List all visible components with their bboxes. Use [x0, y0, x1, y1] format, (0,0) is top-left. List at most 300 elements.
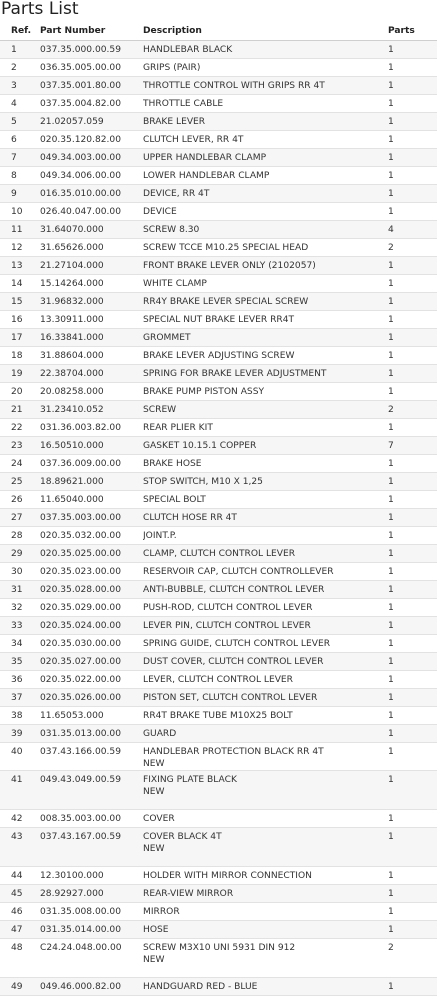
cell-part-number: 020.35.023.00.00	[40, 567, 121, 577]
description-text: LEVER PIN, CLUTCH CONTROL LEVER	[143, 621, 311, 631]
description-text: LOWER HANDLEBAR CLAMP	[143, 171, 270, 181]
cell-part-number: 031.36.003.82.00	[40, 423, 121, 433]
cell-parts: 1	[388, 279, 394, 289]
table-row	[0, 347, 437, 365]
cell-description	[143, 689, 388, 707]
cell-part-number: 21.02057.059	[40, 117, 104, 127]
table-header-row	[0, 22, 437, 41]
table-row	[0, 59, 437, 77]
cell-description	[143, 203, 388, 221]
cell-description	[143, 95, 388, 113]
cell-parts: 1	[388, 297, 394, 307]
cell-part-number: 020.35.025.00.00	[40, 549, 121, 559]
cell-parts: 1	[388, 693, 394, 703]
cell-part-number: 031.35.014.00.00	[40, 925, 121, 935]
description-text: SPECIAL NUT BRAKE LEVER RR4T	[143, 315, 295, 325]
cell-parts: 4	[388, 225, 394, 235]
cell-description	[143, 113, 388, 131]
cell-ref: 9	[11, 189, 17, 199]
cell-parts: 1	[388, 585, 394, 595]
description-text: SCREW	[143, 405, 177, 415]
cell-description	[143, 771, 388, 810]
description-text: GASKET 10.15.1 COPPER	[143, 441, 257, 451]
cell-parts: 1	[388, 871, 394, 881]
cell-parts: 1	[388, 603, 394, 613]
description-text: REAR PLIER KIT	[143, 423, 213, 433]
cell-ref: 5	[11, 117, 17, 127]
cell-parts: 1	[388, 189, 394, 199]
cell-description	[143, 329, 388, 347]
cell-ref: 17	[11, 333, 23, 343]
table-row	[0, 885, 437, 903]
description-text: HANDLEBAR BLACK	[143, 45, 233, 55]
cell-parts: 1	[388, 832, 394, 842]
cell-parts: 1	[388, 814, 394, 824]
cell-part-number: 28.92927.000	[40, 889, 104, 899]
cell-part-number: 15.14264.000	[40, 279, 104, 289]
cell-ref: 15	[11, 297, 23, 307]
description-note: NEW	[143, 844, 165, 854]
cell-parts: 1	[388, 495, 394, 505]
cell-description	[143, 581, 388, 599]
description-text: THROTTLE CONTROL WITH GRIPS RR 4T	[143, 81, 325, 91]
cell-description	[143, 527, 388, 545]
table-row	[0, 203, 437, 221]
cell-description	[143, 131, 388, 149]
cell-part-number: 31.65626.000	[40, 243, 104, 253]
cell-description	[143, 149, 388, 167]
cell-ref: 18	[11, 351, 23, 361]
cell-part-number: 037.35.003.00.00	[40, 513, 121, 523]
description-text: SPRING GUIDE, CLUTCH CONTROL LEVER	[143, 639, 331, 649]
cell-parts: 1	[388, 333, 394, 343]
cell-parts: 1	[388, 45, 394, 55]
column-header-description: Description	[143, 22, 388, 41]
cell-part-number: 037.35.004.82.00	[40, 99, 121, 109]
description-text: DEVICE	[143, 207, 177, 217]
cell-description	[143, 419, 388, 437]
cell-ref: 7	[11, 153, 17, 163]
cell-description	[143, 725, 388, 743]
cell-ref: 42	[11, 814, 23, 824]
cell-description	[143, 167, 388, 185]
description-text: BRAKE PUMP PISTON ASSY	[143, 387, 265, 397]
cell-parts: 1	[388, 775, 394, 785]
cell-parts: 1	[388, 153, 394, 163]
cell-part-number: 037.35.001.80.00	[40, 81, 121, 91]
cell-part-number: 037.43.166.00.59	[40, 747, 121, 757]
table-row	[0, 599, 437, 617]
table-row	[0, 867, 437, 885]
cell-description	[143, 311, 388, 329]
description-text: JOINT.P.	[143, 531, 177, 541]
cell-part-number: 049.43.049.00.59	[40, 775, 121, 785]
table-row	[0, 167, 437, 185]
cell-description	[143, 185, 388, 203]
cell-description	[143, 437, 388, 455]
cell-part-number: 20.08258.000	[40, 387, 104, 397]
table-row	[0, 185, 437, 203]
description-text: DEVICE, RR 4T	[143, 189, 210, 199]
table-row	[0, 293, 437, 311]
cell-description	[143, 743, 388, 771]
description-text: WHITE CLAMP	[143, 279, 207, 289]
description-text: RR4T BRAKE TUBE M10X25 BOLT	[143, 711, 293, 721]
table-row	[0, 131, 437, 149]
table-row	[0, 653, 437, 671]
table-row	[0, 828, 437, 867]
description-text: MIRROR	[143, 907, 180, 917]
cell-part-number: 13.30911.000	[40, 315, 104, 325]
table-row	[0, 903, 437, 921]
cell-parts: 1	[388, 99, 394, 109]
cell-description	[143, 653, 388, 671]
cell-description	[143, 563, 388, 581]
description-text: PUSH-ROD, CLUTCH CONTROL LEVER	[143, 603, 313, 613]
cell-parts: 1	[388, 315, 394, 325]
cell-ref: 2	[11, 63, 17, 73]
cell-part-number: 049.34.003.00.00	[40, 153, 121, 163]
description-text: SCREW 8.30	[143, 225, 200, 235]
description-text: SPRING FOR BRAKE LEVER ADJUSTMENT	[143, 369, 327, 379]
description-text: HOSE	[143, 925, 169, 935]
description-text: THROTTLE CABLE	[143, 99, 224, 109]
cell-parts: 1	[388, 729, 394, 739]
cell-parts: 1	[388, 117, 394, 127]
cell-ref: 37	[11, 693, 23, 703]
cell-part-number: 026.40.047.00.00	[40, 207, 121, 217]
cell-parts: 1	[388, 925, 394, 935]
cell-ref: 25	[11, 477, 23, 487]
description-text: HOLDER WITH MIRROR CONNECTION	[143, 871, 312, 881]
cell-part-number: 16.50510.000	[40, 441, 104, 451]
table-row	[0, 545, 437, 563]
cell-ref: 21	[11, 405, 23, 415]
description-text: RR4Y BRAKE LEVER SPECIAL SCREW	[143, 297, 309, 307]
table-row	[0, 671, 437, 689]
column-header-part-number: Part Number	[40, 22, 143, 41]
cell-description	[143, 275, 388, 293]
cell-ref: 33	[11, 621, 23, 631]
cell-ref: 19	[11, 369, 23, 379]
cell-ref: 44	[11, 871, 23, 881]
cell-part-number: 020.35.029.00.00	[40, 603, 121, 613]
cell-part-number: 016.35.010.00.00	[40, 189, 121, 199]
cell-ref: 27	[11, 513, 23, 523]
cell-parts: 1	[388, 907, 394, 917]
cell-description	[143, 885, 388, 903]
cell-ref: 4	[11, 99, 17, 109]
cell-ref: 34	[11, 639, 23, 649]
cell-parts: 1	[388, 657, 394, 667]
cell-part-number: 037.43.167.00.59	[40, 832, 121, 842]
description-text: ANTI-BUBBLE, CLUTCH CONTROL LEVER	[143, 585, 325, 595]
table-row	[0, 509, 437, 527]
cell-part-number: 16.33841.000	[40, 333, 104, 343]
cell-description	[143, 903, 388, 921]
cell-description	[143, 257, 388, 275]
table-row	[0, 77, 437, 95]
cell-ref: 16	[11, 315, 23, 325]
description-text: UPPER HANDLEBAR CLAMP	[143, 153, 267, 163]
table-row	[0, 978, 437, 996]
cell-ref: 12	[11, 243, 23, 253]
table-row	[0, 149, 437, 167]
cell-description	[143, 491, 388, 509]
table-row	[0, 725, 437, 743]
cell-description	[143, 921, 388, 939]
cell-ref: 26	[11, 495, 23, 505]
cell-part-number: 020.35.120.82.00	[40, 135, 121, 145]
cell-ref: 43	[11, 832, 23, 842]
cell-description	[143, 59, 388, 77]
table-row	[0, 921, 437, 939]
cell-ref: 20	[11, 387, 23, 397]
cell-parts: 2	[388, 405, 394, 415]
cell-parts: 1	[388, 81, 394, 91]
cell-part-number: 049.46.000.82.00	[40, 982, 121, 992]
cell-part-number: 020.35.030.00.00	[40, 639, 121, 649]
description-note: NEW	[143, 787, 165, 797]
description-text: REAR-VIEW MIRROR	[143, 889, 234, 899]
cell-parts: 1	[388, 747, 394, 757]
cell-parts: 1	[388, 135, 394, 145]
table-row	[0, 473, 437, 491]
cell-description	[143, 617, 388, 635]
cell-part-number: 020.35.027.00.00	[40, 657, 121, 667]
cell-parts: 1	[388, 459, 394, 469]
cell-ref: 31	[11, 585, 23, 595]
cell-part-number: 037.36.009.00.00	[40, 459, 121, 469]
table-row	[0, 581, 437, 599]
table-row	[0, 689, 437, 707]
cell-part-number: 020.35.022.00.00	[40, 675, 121, 685]
cell-part-number: 036.35.005.00.00	[40, 63, 121, 73]
description-text: CLUTCH LEVER, RR 4T	[143, 135, 244, 145]
column-header-parts: Parts	[388, 22, 437, 41]
cell-ref: 6	[11, 135, 17, 145]
cell-ref: 3	[11, 81, 17, 91]
table-row	[0, 311, 437, 329]
cell-parts: 1	[388, 675, 394, 685]
cell-ref: 28	[11, 531, 23, 541]
cell-parts: 1	[388, 639, 394, 649]
cell-part-number: 11.65053.000	[40, 711, 104, 721]
cell-ref: 8	[11, 171, 17, 181]
table-row	[0, 329, 437, 347]
cell-description	[143, 293, 388, 311]
cell-parts: 2	[388, 943, 394, 953]
table-row	[0, 707, 437, 725]
cell-parts: 1	[388, 207, 394, 217]
description-text: GRIPS (PAIR)	[143, 63, 201, 73]
cell-ref: 29	[11, 549, 23, 559]
cell-description	[143, 347, 388, 365]
cell-parts: 1	[388, 477, 394, 487]
cell-description	[143, 978, 388, 996]
table-row	[0, 617, 437, 635]
table-row	[0, 743, 437, 771]
cell-ref: 39	[11, 729, 23, 739]
cell-ref: 14	[11, 279, 23, 289]
cell-parts: 1	[388, 423, 394, 433]
cell-ref: 41	[11, 775, 23, 785]
cell-description	[143, 828, 388, 867]
table-row	[0, 527, 437, 545]
cell-part-number: 020.35.026.00.00	[40, 693, 121, 703]
cell-part-number: 020.35.028.00.00	[40, 585, 121, 595]
cell-part-number: 31.23410.052	[40, 405, 104, 415]
cell-part-number: 22.38704.000	[40, 369, 104, 379]
cell-description	[143, 401, 388, 419]
cell-description	[143, 41, 388, 59]
description-text: SCREW TCCE M10.25 SPECIAL HEAD	[143, 243, 309, 253]
cell-ref: 46	[11, 907, 23, 917]
cell-ref: 38	[11, 711, 23, 721]
column-header-ref: Ref.	[0, 22, 40, 41]
cell-parts: 1	[388, 711, 394, 721]
table-row	[0, 563, 437, 581]
description-text: COVER BLACK 4T	[143, 832, 222, 842]
cell-parts: 1	[388, 369, 394, 379]
description-text: COVER	[143, 814, 175, 824]
description-text: DUST COVER, CLUTCH CONTROL LEVER	[143, 657, 324, 667]
cell-description	[143, 810, 388, 828]
cell-part-number: 049.34.006.00.00	[40, 171, 121, 181]
description-text: HANDLEBAR PROTECTION BLACK RR 4T	[143, 747, 324, 757]
cell-part-number: 020.35.024.00.00	[40, 621, 121, 631]
cell-description	[143, 509, 388, 527]
description-note: NEW	[143, 759, 165, 769]
cell-ref: 1	[11, 45, 17, 55]
cell-parts: 1	[388, 171, 394, 181]
cell-parts: 7	[388, 441, 394, 451]
cell-part-number: 21.27104.000	[40, 261, 104, 271]
cell-ref: 45	[11, 889, 23, 899]
cell-description	[143, 221, 388, 239]
parts-table-body	[0, 41, 437, 996]
cell-ref: 49	[11, 982, 23, 992]
cell-parts: 1	[388, 982, 394, 992]
description-text: GUARD	[143, 729, 177, 739]
table-row	[0, 275, 437, 293]
table-row	[0, 419, 437, 437]
cell-ref: 30	[11, 567, 23, 577]
page-title: Parts List	[1, 0, 79, 19]
description-text: SPECIAL BOLT	[143, 495, 206, 505]
cell-part-number: 037.35.000.00.59	[40, 45, 121, 55]
table-row	[0, 771, 437, 810]
cell-ref: 22	[11, 423, 23, 433]
table-row	[0, 113, 437, 131]
cell-parts: 1	[388, 531, 394, 541]
cell-description	[143, 383, 388, 401]
table-row	[0, 239, 437, 257]
table-row	[0, 383, 437, 401]
table-row	[0, 939, 437, 978]
cell-description	[143, 939, 388, 978]
description-text: BRAKE HOSE	[143, 459, 202, 469]
cell-description	[143, 455, 388, 473]
table-row	[0, 221, 437, 239]
cell-description	[143, 77, 388, 95]
description-text: GROMMET	[143, 333, 191, 343]
cell-part-number: 11.65040.000	[40, 495, 104, 505]
cell-part-number: 31.64070.000	[40, 225, 104, 235]
cell-part-number: 031.35.008.00.00	[40, 907, 121, 917]
table-row	[0, 41, 437, 59]
cell-ref: 10	[11, 207, 23, 217]
table-row	[0, 257, 437, 275]
cell-parts: 1	[388, 351, 394, 361]
cell-part-number: 18.89621.000	[40, 477, 104, 487]
cell-parts: 1	[388, 387, 394, 397]
cell-parts: 1	[388, 621, 394, 631]
cell-description	[143, 867, 388, 885]
cell-parts: 1	[388, 889, 394, 899]
table-row	[0, 455, 437, 473]
table-row	[0, 365, 437, 383]
description-text: CLUTCH HOSE RR 4T	[143, 513, 237, 523]
cell-parts: 1	[388, 261, 394, 271]
cell-parts: 1	[388, 549, 394, 559]
cell-part-number: 008.35.003.00.00	[40, 814, 121, 824]
cell-ref: 23	[11, 441, 23, 451]
cell-part-number: 31.88604.000	[40, 351, 104, 361]
description-text: FRONT BRAKE LEVER ONLY (2102057)	[143, 261, 316, 271]
description-note: NEW	[143, 955, 165, 965]
cell-description	[143, 635, 388, 653]
description-text: PISTON SET, CLUTCH CONTROL LEVER	[143, 693, 318, 703]
description-text: HANDGUARD RED - BLUE	[143, 982, 258, 992]
description-text: STOP SWITCH, M10 X 1,25	[143, 477, 263, 487]
cell-part-number: C24.24.048.00.00	[40, 943, 122, 953]
cell-part-number: 12.30100.000	[40, 871, 104, 881]
description-text: BRAKE LEVER	[143, 117, 206, 127]
cell-ref: 48	[11, 943, 23, 953]
cell-description	[143, 599, 388, 617]
table-row	[0, 401, 437, 419]
table-row	[0, 95, 437, 113]
parts-table	[0, 22, 437, 996]
table-row	[0, 491, 437, 509]
cell-ref: 11	[11, 225, 23, 235]
table-row	[0, 437, 437, 455]
cell-ref: 13	[11, 261, 23, 271]
description-text: FIXING PLATE BLACK	[143, 775, 237, 785]
cell-parts: 2	[388, 243, 394, 253]
cell-description	[143, 473, 388, 491]
cell-part-number: 31.96832.000	[40, 297, 104, 307]
cell-parts: 1	[388, 63, 394, 73]
cell-part-number: 020.35.032.00.00	[40, 531, 121, 541]
cell-ref: 36	[11, 675, 23, 685]
description-text: CLAMP, CLUTCH CONTROL LEVER	[143, 549, 296, 559]
description-text: LEVER, CLUTCH CONTROL LEVER	[143, 675, 293, 685]
cell-part-number: 031.35.013.00.00	[40, 729, 121, 739]
description-text: SCREW M3X10 UNI 5931 DIN 912	[143, 943, 296, 953]
cell-ref: 32	[11, 603, 23, 613]
cell-parts: 1	[388, 513, 394, 523]
table-row	[0, 635, 437, 653]
cell-description	[143, 239, 388, 257]
table-row	[0, 810, 437, 828]
description-text: RESERVOIR CAP, CLUTCH CONTROLLEVER	[143, 567, 334, 577]
cell-ref: 24	[11, 459, 23, 469]
cell-ref: 40	[11, 747, 23, 757]
cell-description	[143, 671, 388, 689]
cell-parts: 1	[388, 567, 394, 577]
